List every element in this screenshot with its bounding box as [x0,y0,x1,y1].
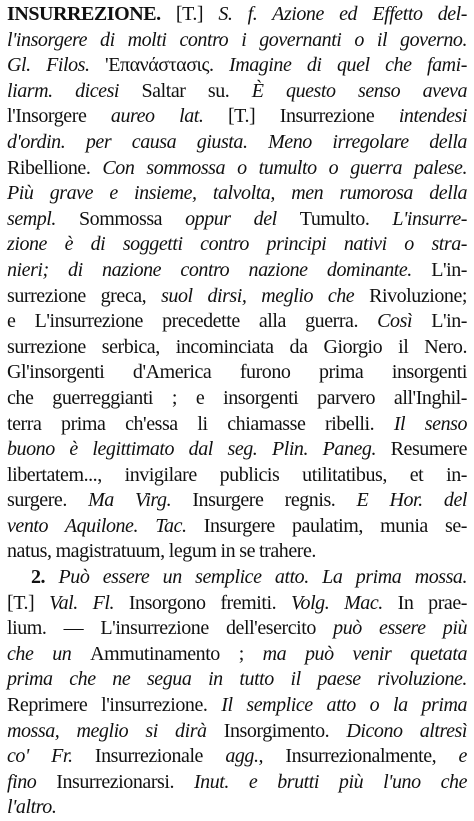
entry-line [7,719,467,745]
text-run: oppur del [185,207,300,230]
text-run: l'insorgere di molti contro i governanti o il governo. [7,28,467,51]
text-run: Il semplice atto o la prima [221,694,467,717]
text-run: [T.] [7,591,50,614]
text-run: E Hor. del [356,489,467,512]
text-run: l'Insorgere [7,105,111,128]
entry-line [7,514,467,540]
text-run: che guerreggianti ; e insorgenti parvero all'Inghil- [7,386,467,409]
entry-line [7,284,467,310]
text-run: Val. Fl. [49,591,129,614]
text-run: Volg. Mac. [290,591,398,614]
text-run: surrezione greca, [7,284,162,307]
text-run: Insurrezionalmente, [285,745,459,768]
text-run: È questo senso aveva [251,79,468,102]
text-run: Resumere [390,438,467,461]
text-run: Insorgimento. [223,719,347,742]
entry-line [7,79,467,105]
text-run: suol dirsi, meglio che [161,284,370,307]
text-run: Dicono altresì [346,719,467,742]
text-run: surgere. [7,489,89,512]
entry-line [7,642,467,668]
entry-line [7,616,467,642]
entry-line [7,258,467,284]
entry-line [7,28,467,54]
entry-line [7,53,467,79]
text-run: libertatem..., invigilare publicis utilitatibus, et in- [7,463,467,486]
text-run: che un [7,642,91,665]
text-run: surrezione serbica, incominciata da Giorgio il Nero. [7,335,467,358]
text-run: Così [377,310,432,333]
entry-line [7,232,467,258]
text-run: S. f. Azione ed Effetto del- [218,3,468,25]
text-run: Gl. Filos. [7,54,106,77]
entry-line [7,693,467,719]
text-run: Ammutinamento ; [90,642,263,665]
text-run: mossa, meglio si dirà [7,719,224,742]
text-run: Il senso [393,412,468,435]
text-run: L'in- [431,258,467,281]
text-run: INSURREZIONE. [7,3,161,25]
text-run: Imagine di quel che fami- [228,54,467,77]
text-run: Ma Virg. [88,489,193,512]
text-run: Insurrezionale [94,745,226,768]
entry-line [7,309,467,335]
text-run: sempl. [7,207,79,230]
entry-line [7,207,467,233]
entry-line [7,104,467,130]
text-run: 'Επανάστασις. [105,54,229,77]
text-run: nieri; di nazione contro nazione dominante. [7,258,432,281]
entry-line [7,565,467,591]
text-run: Reprimere l'insurrezione. [7,694,222,717]
text-run: lium. — L'insurrezione dell'esercito [7,617,334,640]
entry-line [7,463,467,489]
text-run: Può essere un semplice atto. La prima mossa. [58,566,468,589]
text-run: Insurgere regnis. [192,489,357,512]
text-run: prima che ne segua in tutto il paese rivoluzione. [7,668,467,691]
text-run: Insurrezionarsi. [56,770,194,793]
entry-line [7,591,467,617]
entry-line [7,412,467,438]
text-run: vento Aquilone. Tac. [7,514,204,537]
text-run: Sommossa [79,207,186,230]
text-run: Inut. e brutti più l'uno che [193,770,468,793]
entry-line [7,744,467,770]
text-run: terra prima ch'essa li chiamasse ribelli. [7,412,394,435]
text-run: Più grave e insieme, talvolta, men rumorosa della [7,182,467,205]
text-run: Gl'insorgenti d'America furono prima insorgenti [7,361,467,384]
text-run: [T.] Insurrezione [227,105,399,128]
text-run: Rivoluzione; [369,284,467,307]
entry-line [7,770,467,796]
entry-line [7,181,467,207]
entry-line [7,437,467,463]
entry-line [7,360,467,386]
text-run: L'in- [431,310,467,333]
entry-line [7,667,467,693]
text-run: 2. [31,566,59,589]
entry-line [7,386,467,412]
text-run: e [458,745,467,768]
text-run: intendesi [398,105,467,128]
entry-line [7,488,467,514]
text-run: ma può venir quetata [262,642,467,665]
text-run: e L'insurrezione precedette alla guerra. [7,310,378,333]
entry-line [7,539,467,565]
text-run: [T.] [160,3,219,25]
text-run: buono è legittimato dal seg. Plin. Paneg. [7,438,391,461]
dictionary-entry-insurrezione [7,2,467,821]
text-run: zione è di soggetti contro principi nativi o stra- [7,233,467,256]
text-run: Tumulto. [299,207,393,230]
text-run: liarm. dicesi [7,79,142,102]
text-run: può essere più [333,617,467,640]
text-run: aureo lat. [110,105,228,128]
text-run: Insurgere paulatim, munia se- [203,514,467,537]
entry-line [7,795,467,821]
text-run: Insorgono fremiti. [128,591,291,614]
entry-line [7,2,467,28]
text-run: co' Fr. [7,745,95,768]
text-run: l'altro. [7,796,57,819]
entry-line [7,335,467,361]
entry-line [7,130,467,156]
text-run: Ribellione. [7,156,103,179]
text-run: natus, magistratuum, legum in se trahere. [7,540,316,563]
entry-line [7,156,467,182]
text-run: L'insurre- [392,207,467,230]
text-run: d'ordin. per causa giusta. Meno irregolare della [7,130,467,153]
text-run: In prae- [397,591,467,614]
text-run: fino [7,770,57,793]
text-run: Saltar su. [141,79,252,102]
text-run: Con sommossa o tumulto o guerra palese. [102,156,467,179]
text-run: agg., [225,745,286,768]
